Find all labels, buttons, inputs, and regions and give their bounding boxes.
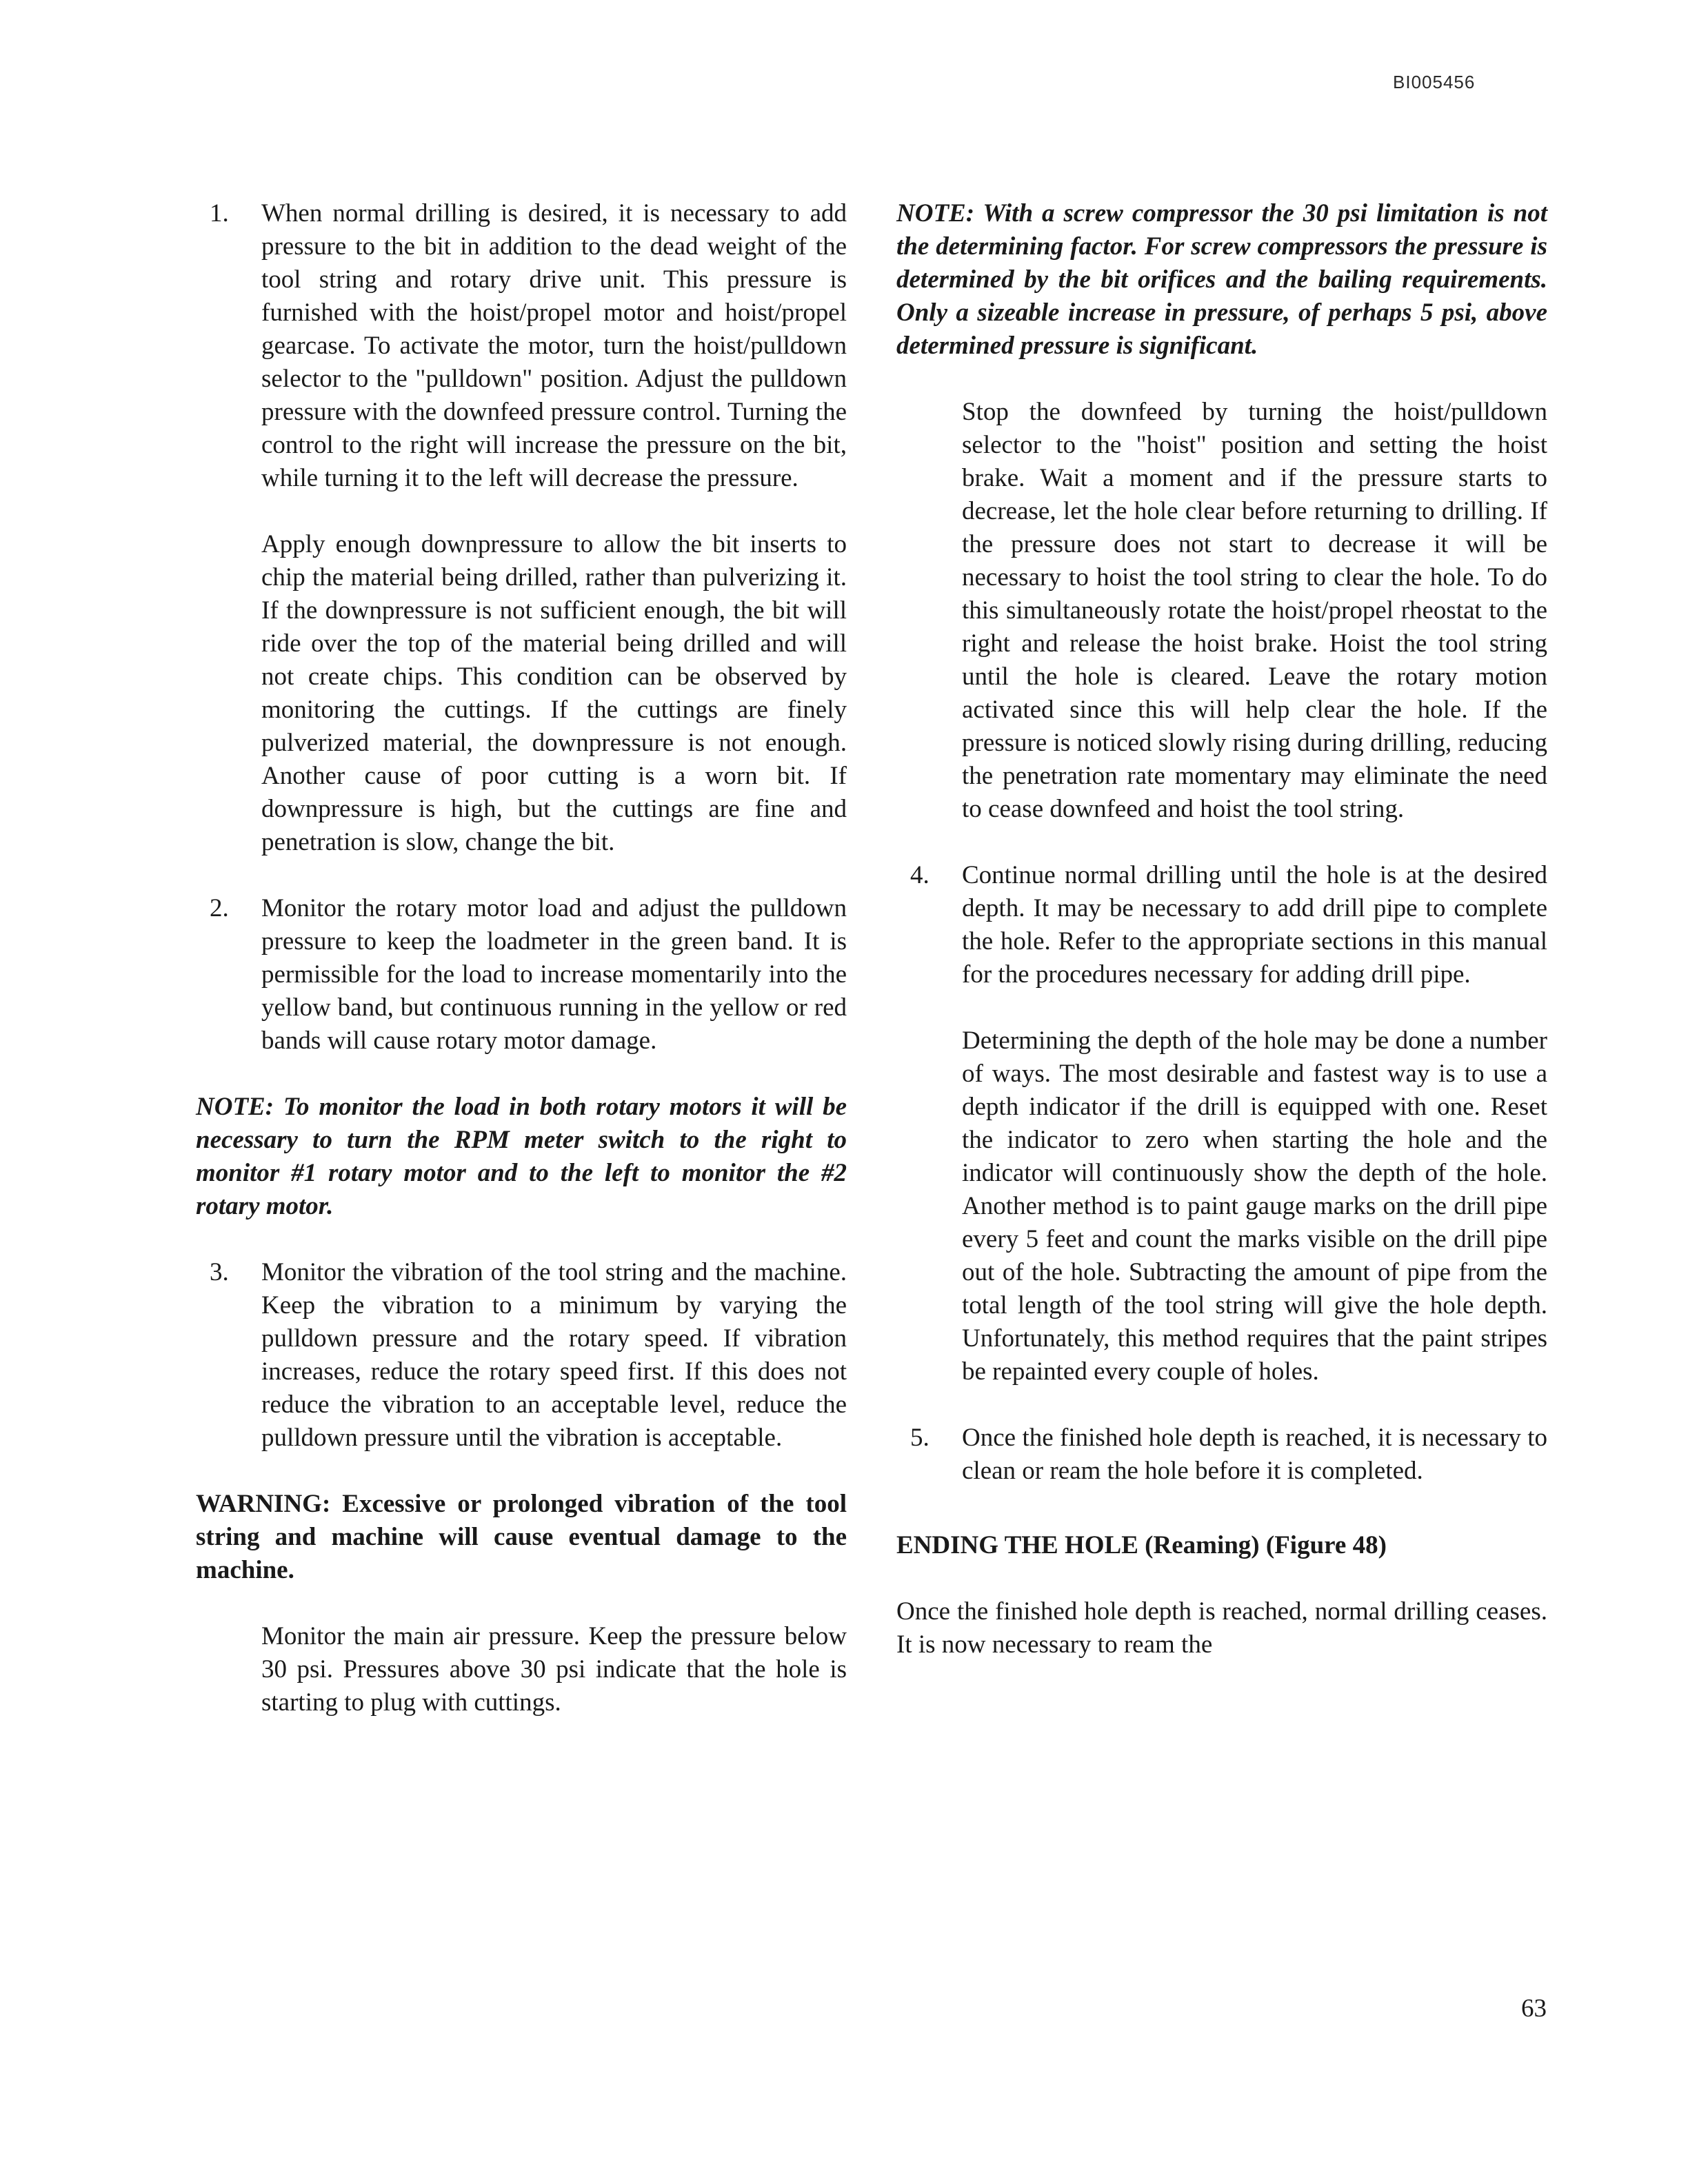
list-item-4: [896, 859, 1547, 991]
note-rotary-motors: NOTE: To monitor the load in both rotary motors it will be necessary to turn the RPM meter switch to the right to monitor #1 rotary motor and to the left to monitor the #2 rotary motor.: [196, 1093, 847, 1220]
stop-downfeed-paragraph: Stop the downfeed by turning the hoist/pulldown selector to the "hoist" position and setting the hoist brake. Wait a moment and if the pressure starts to decrease, let the hole clear before returning to drilling. If the pressure does not start to decrease it will be necessary to hoist the tool string to clear the hole. To do this simultaneously rotate the hoist/propel rheostat to the right and release the hoist brake. Hoist the tool string until the hole is cleared. Leave the rotary motion activated since this will help clear the hole. If the pressure is noticed slowly rising during drilling, reducing the penetration rate momentary may eliminate the need to cease downfeed and hoist the tool string.: [962, 398, 1547, 823]
warning-vibration: WARNING: Excessive or prolonged vibration of the tool string and machine will cause eventual damage to the machine.: [196, 1490, 847, 1584]
list-item-text: When normal drilling is desired, it is necessary to add pressure to the bit in addition to the dead weight of the tool string and rotary drive unit. This pressure is furnished with the hoist/propel motor and hoist/propel gearcase. To activate the motor, turn the hoist/pulldown selector to the "pulldown" position. Adjust the pulldown pressure with the downfeed pressure control. Turning the control to the right will increase the pressure on the bit, while turning it to the left will decrease the pressure.: [261, 199, 847, 492]
list-item-number: 1.: [210, 199, 229, 228]
hole-depth-paragraph: Determining the depth of the hole may be done a number of ways. The most desirable and fastest way is to use a depth indicator if the drill is equipped with one. Reset the indicator to zero when starting the hole and the indicator will continuously show the depth of the hole. Another method is to paint gauge marks on the drill pipe every 5 feet and count the marks visible on the drill pipe out of the hole. Subtracting the amount of pipe from the total length of the tool string will give the hole depth. Unfortunately, this method requires that the paint stripes be repainted every couple of holes.: [962, 1027, 1547, 1386]
downpressure-paragraph: Apply enough downpressure to allow the bit inserts to chip the material being drilled, rather than pulverizing it. If the downpressure is not sufficient enough, the bit will ride over the top of the material being drilled and will not create chips. This condition can be observed by monitoring the cuttings. If the cuttings are finely pulverized material, the downpressure is not enough. Another cause of poor cutting is a worn bit. If downpressure is high, but the cuttings are fine and penetration is slow, change the bit.: [261, 530, 847, 856]
list-item-number: 2.: [210, 894, 229, 922]
list-item-text: Continue normal drilling until the hole is at the desired depth. It may be necessary to add drill pipe to complete the hole. Refer to the appropriate sections in this manual for the procedures necessary for adding drill pipe.: [962, 861, 1547, 989]
left-column: [196, 197, 847, 1719]
list-item-number: 3.: [210, 1258, 229, 1286]
list-item-5: [896, 1422, 1547, 1488]
list-item-number: 5.: [910, 1424, 930, 1452]
section-heading: ENDING THE HOLE (Reaming) (Figure 48): [896, 1531, 1387, 1559]
list-item-text: Monitor the vibration of the tool string and the machine. Keep the vibration to a minimum by varying the pulldown pressure and the rotary speed. If vibration increases, reduce the rotary speed first. If this does not reduce the vibration to an acceptable level, reduce the pulldown pressure until the vibration is acceptable.: [261, 1258, 847, 1452]
page-number: 63: [1521, 1994, 1547, 2023]
air-pressure-paragraph: Monitor the main air pressure. Keep the pressure below 30 psi. Pressures above 30 psi indicate that the hole is starting to plug with cuttings.: [261, 1622, 847, 1717]
document-id: BI005456: [1393, 72, 1476, 92]
right-column: [896, 197, 1547, 1661]
reaming-paragraph: Once the finished hole depth is reached, normal drilling ceases. It is now necessary to ream the: [896, 1597, 1547, 1659]
list-item-2: [196, 892, 847, 1058]
list-item-text: Once the finished hole depth is reached, it is necessary to clean or ream the hole before it is completed.: [962, 1424, 1547, 1485]
list-item-text: Monitor the rotary motor load and adjust the pulldown pressure to keep the loadmeter in the green band. It is permissible for the load to increase momentarily into the yellow band, but continuous running in the yellow or red bands will cause rotary motor damage.: [261, 894, 847, 1055]
note-screw-compressor: NOTE: With a screw compressor the 30 psi limitation is not the determining factor. For screw compressors the pressure is determined by the bit orifices and the bailing requirements. Only a sizeable increase in pressure, of perhaps 5 psi, above determined pressure is significant.: [896, 199, 1547, 360]
list-item-1: [196, 197, 847, 495]
list-item-3: [196, 1256, 847, 1455]
list-item-number: 4.: [910, 861, 930, 889]
